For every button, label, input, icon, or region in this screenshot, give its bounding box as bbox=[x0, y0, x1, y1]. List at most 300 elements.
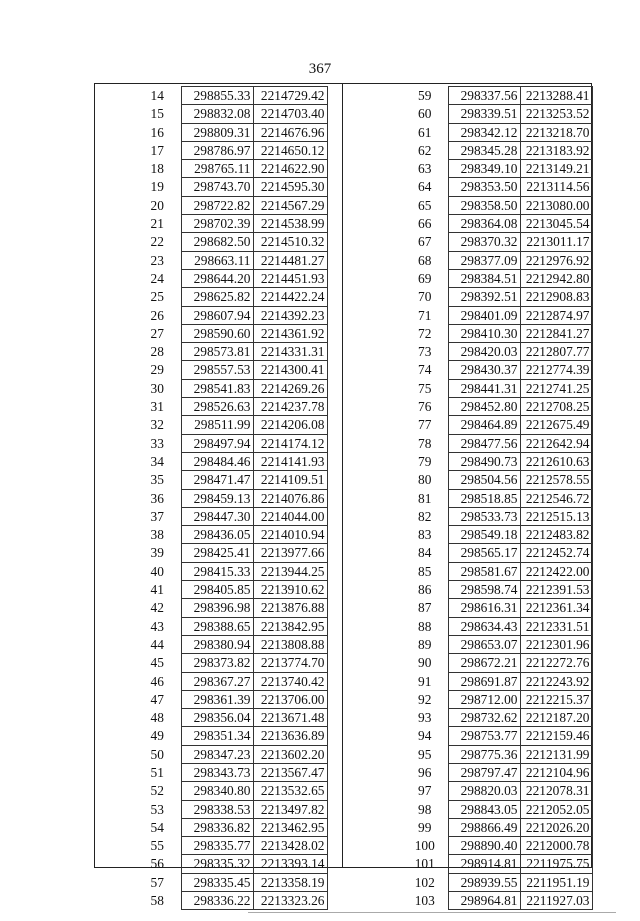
point-number: 85 bbox=[418, 563, 432, 579]
x-coordinate: 298338.53 bbox=[181, 800, 253, 818]
x-coordinate: 298786.97 bbox=[181, 141, 253, 159]
point-number: 40 bbox=[150, 563, 164, 579]
point-number: 33 bbox=[150, 435, 164, 451]
table-row bbox=[134, 782, 327, 800]
y-coordinate: 2212131.99 bbox=[520, 745, 592, 763]
y-coordinate: 2213011.17 bbox=[520, 233, 592, 251]
y-coordinate: 2212422.00 bbox=[520, 562, 592, 580]
table-row bbox=[134, 196, 327, 214]
point-number: 60 bbox=[418, 106, 432, 122]
y-coordinate: 2213045.54 bbox=[520, 215, 592, 233]
y-coordinate: 2214392.23 bbox=[253, 306, 327, 324]
point-number: 14 bbox=[150, 88, 164, 103]
y-coordinate: 2214451.93 bbox=[253, 269, 327, 287]
point-number: 84 bbox=[418, 545, 432, 561]
point-number: 65 bbox=[418, 197, 432, 213]
point-number: 88 bbox=[418, 618, 432, 634]
point-number: 28 bbox=[150, 344, 164, 360]
point-number: 89 bbox=[418, 636, 432, 652]
x-coordinate: 298339.51 bbox=[448, 105, 520, 123]
x-coordinate: 298820.03 bbox=[448, 782, 520, 800]
table-row bbox=[134, 818, 327, 836]
y-coordinate: 2211975.75 bbox=[520, 855, 592, 873]
y-coordinate: 2213740.42 bbox=[253, 672, 327, 690]
table-row bbox=[402, 105, 592, 123]
y-coordinate: 2213636.89 bbox=[253, 727, 327, 745]
x-coordinate: 298464.89 bbox=[448, 416, 520, 434]
table-row bbox=[402, 233, 592, 251]
y-coordinate: 2212908.83 bbox=[520, 288, 592, 306]
y-coordinate: 2214622.90 bbox=[253, 160, 327, 178]
y-coordinate: 2212026.20 bbox=[520, 818, 592, 836]
point-number: 16 bbox=[150, 124, 164, 140]
y-coordinate: 2213428.02 bbox=[253, 837, 327, 855]
table-row bbox=[402, 178, 592, 196]
x-coordinate: 298722.82 bbox=[181, 196, 253, 214]
y-coordinate: 2213774.70 bbox=[253, 654, 327, 672]
point-number: 22 bbox=[150, 234, 164, 250]
point-number: 57 bbox=[150, 874, 164, 890]
x-coordinate: 298373.82 bbox=[181, 654, 253, 672]
y-coordinate: 2214044.00 bbox=[253, 507, 327, 525]
y-coordinate: 2213358.19 bbox=[253, 873, 327, 891]
point-number: 92 bbox=[418, 691, 432, 707]
y-coordinate: 2212052.05 bbox=[520, 800, 592, 818]
x-coordinate: 298843.05 bbox=[448, 800, 520, 818]
y-coordinate: 2213876.88 bbox=[253, 599, 327, 617]
bottom-rule bbox=[248, 912, 616, 913]
table-row bbox=[134, 581, 327, 599]
y-coordinate: 2213253.52 bbox=[520, 105, 592, 123]
point-number: 54 bbox=[150, 819, 164, 835]
table-row bbox=[134, 489, 327, 507]
table-row bbox=[134, 361, 327, 379]
x-coordinate: 298384.51 bbox=[448, 269, 520, 287]
table-row bbox=[134, 635, 327, 653]
y-coordinate: 2212515.13 bbox=[520, 507, 592, 525]
x-coordinate: 298765.11 bbox=[181, 160, 253, 178]
x-coordinate: 298335.45 bbox=[181, 873, 253, 891]
table-row bbox=[402, 837, 592, 855]
x-coordinate: 298459.13 bbox=[181, 489, 253, 507]
y-coordinate: 2212215.37 bbox=[520, 690, 592, 708]
y-coordinate: 2213671.48 bbox=[253, 709, 327, 727]
y-coordinate: 2213288.41 bbox=[520, 87, 592, 105]
table-row bbox=[402, 196, 592, 214]
table-row bbox=[134, 87, 327, 105]
point-number: 18 bbox=[150, 161, 164, 177]
x-coordinate: 298351.34 bbox=[181, 727, 253, 745]
point-number: 87 bbox=[418, 600, 432, 616]
table-row bbox=[134, 599, 327, 617]
x-coordinate: 298866.49 bbox=[448, 818, 520, 836]
table-row bbox=[402, 892, 592, 910]
point-number: 49 bbox=[150, 728, 164, 744]
y-coordinate: 2212483.82 bbox=[520, 526, 592, 544]
coordinate-table-left bbox=[134, 86, 328, 910]
y-coordinate: 2213532.65 bbox=[253, 782, 327, 800]
y-coordinate: 2214206.08 bbox=[253, 416, 327, 434]
x-coordinate: 298541.83 bbox=[181, 379, 253, 397]
point-number: 99 bbox=[418, 819, 432, 835]
point-number: 103 bbox=[414, 893, 435, 909]
point-number: 42 bbox=[150, 600, 164, 616]
y-coordinate: 2213462.95 bbox=[253, 818, 327, 836]
point-number: 95 bbox=[418, 746, 432, 762]
point-number: 77 bbox=[418, 417, 432, 433]
y-coordinate: 2214174.12 bbox=[253, 434, 327, 452]
x-coordinate: 298581.67 bbox=[448, 562, 520, 580]
point-number: 31 bbox=[150, 399, 164, 415]
y-coordinate: 2212361.34 bbox=[520, 599, 592, 617]
table-row bbox=[402, 709, 592, 727]
table-row bbox=[402, 416, 592, 434]
point-number: 39 bbox=[150, 545, 164, 561]
x-coordinate: 298420.03 bbox=[448, 343, 520, 361]
y-coordinate: 2212841.27 bbox=[520, 324, 592, 342]
point-number: 21 bbox=[150, 216, 164, 232]
point-number: 24 bbox=[150, 270, 164, 286]
y-coordinate: 2214331.31 bbox=[253, 343, 327, 361]
table-row bbox=[402, 782, 592, 800]
x-coordinate: 298430.37 bbox=[448, 361, 520, 379]
table-row bbox=[402, 379, 592, 397]
table-row bbox=[134, 855, 327, 873]
y-coordinate: 2214269.26 bbox=[253, 379, 327, 397]
point-number: 55 bbox=[150, 838, 164, 854]
y-coordinate: 2214076.86 bbox=[253, 489, 327, 507]
x-coordinate: 298549.18 bbox=[448, 526, 520, 544]
x-coordinate: 298361.39 bbox=[181, 690, 253, 708]
point-number: 51 bbox=[150, 764, 164, 780]
point-number: 32 bbox=[150, 417, 164, 433]
x-coordinate: 298732.62 bbox=[448, 709, 520, 727]
point-number: 101 bbox=[414, 856, 435, 872]
point-number: 96 bbox=[418, 764, 432, 780]
y-coordinate: 2213497.82 bbox=[253, 800, 327, 818]
y-coordinate: 2213218.70 bbox=[520, 123, 592, 141]
table-row bbox=[402, 141, 592, 159]
x-coordinate: 298590.60 bbox=[181, 324, 253, 342]
table-row bbox=[134, 434, 327, 452]
x-coordinate: 298832.08 bbox=[181, 105, 253, 123]
table-row bbox=[402, 763, 592, 781]
y-coordinate: 2213808.88 bbox=[253, 635, 327, 653]
x-coordinate: 298452.80 bbox=[448, 398, 520, 416]
table-row bbox=[134, 398, 327, 416]
x-coordinate: 298388.65 bbox=[181, 617, 253, 635]
x-coordinate: 298336.22 bbox=[181, 892, 253, 910]
point-number: 78 bbox=[418, 435, 432, 451]
point-number: 98 bbox=[418, 801, 432, 817]
table-row bbox=[402, 343, 592, 361]
x-coordinate: 298353.50 bbox=[448, 178, 520, 196]
y-coordinate: 2212000.78 bbox=[520, 837, 592, 855]
x-coordinate: 298490.73 bbox=[448, 452, 520, 470]
point-number: 102 bbox=[414, 874, 435, 890]
point-number: 56 bbox=[150, 856, 164, 872]
x-coordinate: 298809.31 bbox=[181, 123, 253, 141]
point-number: 19 bbox=[150, 179, 164, 195]
point-number: 79 bbox=[418, 453, 432, 469]
table-row bbox=[134, 892, 327, 910]
table-row bbox=[402, 288, 592, 306]
x-coordinate: 298712.00 bbox=[448, 690, 520, 708]
x-coordinate: 298358.50 bbox=[448, 196, 520, 214]
x-coordinate: 298405.85 bbox=[181, 581, 253, 599]
y-coordinate: 2212104.96 bbox=[520, 763, 592, 781]
table-row bbox=[134, 343, 327, 361]
x-coordinate: 298625.82 bbox=[181, 288, 253, 306]
x-coordinate: 298343.73 bbox=[181, 763, 253, 781]
x-coordinate: 298401.09 bbox=[448, 306, 520, 324]
point-number: 34 bbox=[150, 453, 164, 469]
point-number: 66 bbox=[418, 216, 432, 232]
point-number: 61 bbox=[418, 124, 432, 140]
point-number: 48 bbox=[150, 710, 164, 726]
x-coordinate: 298691.87 bbox=[448, 672, 520, 690]
point-number: 44 bbox=[150, 636, 164, 652]
x-coordinate: 298504.56 bbox=[448, 471, 520, 489]
table-row bbox=[402, 818, 592, 836]
table-row bbox=[402, 324, 592, 342]
table-row bbox=[134, 471, 327, 489]
point-number: 71 bbox=[418, 307, 432, 323]
x-coordinate: 298753.77 bbox=[448, 727, 520, 745]
x-coordinate: 298484.46 bbox=[181, 452, 253, 470]
table-row bbox=[134, 416, 327, 434]
table-row bbox=[402, 87, 592, 105]
x-coordinate: 298743.70 bbox=[181, 178, 253, 196]
x-coordinate: 298347.23 bbox=[181, 745, 253, 763]
y-coordinate: 2212774.39 bbox=[520, 361, 592, 379]
table-row bbox=[402, 471, 592, 489]
y-coordinate: 2213393.14 bbox=[253, 855, 327, 873]
table-row bbox=[134, 745, 327, 763]
table-row bbox=[402, 745, 592, 763]
point-number: 68 bbox=[418, 252, 432, 268]
x-coordinate: 298663.11 bbox=[181, 251, 253, 269]
y-coordinate: 2212642.94 bbox=[520, 434, 592, 452]
point-number: 74 bbox=[418, 362, 432, 378]
table-row bbox=[402, 361, 592, 379]
y-coordinate: 2212741.25 bbox=[520, 379, 592, 397]
x-coordinate: 298436.05 bbox=[181, 526, 253, 544]
table-row bbox=[402, 635, 592, 653]
y-coordinate: 2214361.92 bbox=[253, 324, 327, 342]
table-row bbox=[134, 215, 327, 233]
table-row bbox=[134, 233, 327, 251]
table-row bbox=[402, 489, 592, 507]
y-coordinate: 2212675.49 bbox=[520, 416, 592, 434]
point-number: 27 bbox=[150, 325, 164, 341]
y-coordinate: 2213114.56 bbox=[520, 178, 592, 196]
table-row bbox=[134, 105, 327, 123]
table-row bbox=[402, 544, 592, 562]
y-coordinate: 2213149.21 bbox=[520, 160, 592, 178]
x-coordinate: 298345.28 bbox=[448, 141, 520, 159]
x-coordinate: 298410.30 bbox=[448, 324, 520, 342]
point-number: 62 bbox=[418, 142, 432, 158]
x-coordinate: 298335.77 bbox=[181, 837, 253, 855]
y-coordinate: 2213977.66 bbox=[253, 544, 327, 562]
y-coordinate: 2213080.00 bbox=[520, 196, 592, 214]
y-coordinate: 2213944.25 bbox=[253, 562, 327, 580]
point-number: 93 bbox=[418, 710, 432, 726]
y-coordinate: 2212391.53 bbox=[520, 581, 592, 599]
y-coordinate: 2214676.96 bbox=[253, 123, 327, 141]
column-separator bbox=[342, 83, 343, 868]
x-coordinate: 298511.99 bbox=[181, 416, 253, 434]
table-row bbox=[134, 873, 327, 891]
y-coordinate: 2212807.77 bbox=[520, 343, 592, 361]
x-coordinate: 298447.30 bbox=[181, 507, 253, 525]
point-number: 15 bbox=[150, 106, 164, 122]
y-coordinate: 2213706.00 bbox=[253, 690, 327, 708]
table-row bbox=[402, 690, 592, 708]
point-number: 100 bbox=[414, 838, 435, 854]
table-row bbox=[134, 141, 327, 159]
x-coordinate: 298914.81 bbox=[448, 855, 520, 873]
table-row bbox=[134, 690, 327, 708]
x-coordinate: 298471.47 bbox=[181, 471, 253, 489]
x-coordinate: 298682.50 bbox=[181, 233, 253, 251]
x-coordinate: 298616.31 bbox=[448, 599, 520, 617]
table-row bbox=[402, 269, 592, 287]
table-row bbox=[402, 251, 592, 269]
y-coordinate: 2212331.51 bbox=[520, 617, 592, 635]
page-number: 367 bbox=[308, 61, 332, 77]
table-row bbox=[134, 562, 327, 580]
x-coordinate: 298797.47 bbox=[448, 763, 520, 781]
table-row bbox=[402, 599, 592, 617]
y-coordinate: 2214422.24 bbox=[253, 288, 327, 306]
point-number: 58 bbox=[150, 893, 164, 909]
y-coordinate: 2214300.41 bbox=[253, 361, 327, 379]
y-coordinate: 2212452.74 bbox=[520, 544, 592, 562]
x-coordinate: 298557.53 bbox=[181, 361, 253, 379]
point-number: 47 bbox=[150, 691, 164, 707]
x-coordinate: 298672.21 bbox=[448, 654, 520, 672]
table-row bbox=[134, 672, 327, 690]
table-row bbox=[134, 379, 327, 397]
x-coordinate: 298380.94 bbox=[181, 635, 253, 653]
table-row bbox=[134, 709, 327, 727]
x-coordinate: 298607.94 bbox=[181, 306, 253, 324]
y-coordinate: 2214141.93 bbox=[253, 452, 327, 470]
point-number: 25 bbox=[150, 289, 164, 305]
y-coordinate: 2214481.27 bbox=[253, 251, 327, 269]
point-number: 94 bbox=[418, 728, 432, 744]
table-row bbox=[134, 306, 327, 324]
table-row bbox=[134, 837, 327, 855]
point-number: 82 bbox=[418, 508, 432, 524]
x-coordinate: 298634.43 bbox=[448, 617, 520, 635]
x-coordinate: 298377.09 bbox=[448, 251, 520, 269]
point-number: 70 bbox=[418, 289, 432, 305]
y-coordinate: 2213842.95 bbox=[253, 617, 327, 635]
table-row bbox=[402, 160, 592, 178]
point-number: 30 bbox=[150, 380, 164, 396]
table-row bbox=[134, 324, 327, 342]
table-row bbox=[402, 507, 592, 525]
y-coordinate: 2214703.40 bbox=[253, 105, 327, 123]
table-row bbox=[402, 873, 592, 891]
table-row bbox=[134, 526, 327, 544]
point-number: 91 bbox=[418, 673, 432, 689]
point-number: 35 bbox=[150, 472, 164, 488]
table-row bbox=[402, 562, 592, 580]
table-row bbox=[402, 123, 592, 141]
table-row bbox=[402, 398, 592, 416]
x-coordinate: 298364.08 bbox=[448, 215, 520, 233]
y-coordinate: 2212976.92 bbox=[520, 251, 592, 269]
point-number: 73 bbox=[418, 344, 432, 360]
table-row bbox=[134, 123, 327, 141]
point-number: 20 bbox=[150, 197, 164, 213]
point-number: 50 bbox=[150, 746, 164, 762]
y-coordinate: 2212243.92 bbox=[520, 672, 592, 690]
y-coordinate: 2212159.46 bbox=[520, 727, 592, 745]
table-row bbox=[402, 617, 592, 635]
point-number: 75 bbox=[418, 380, 432, 396]
y-coordinate: 2214567.29 bbox=[253, 196, 327, 214]
table-row bbox=[134, 544, 327, 562]
y-coordinate: 2214650.12 bbox=[253, 141, 327, 159]
point-number: 37 bbox=[150, 508, 164, 524]
y-coordinate: 2213323.26 bbox=[253, 892, 327, 910]
x-coordinate: 298367.27 bbox=[181, 672, 253, 690]
point-number: 76 bbox=[418, 399, 432, 415]
point-number: 81 bbox=[418, 490, 432, 506]
y-coordinate: 2212578.55 bbox=[520, 471, 592, 489]
point-number: 52 bbox=[150, 783, 164, 799]
point-number: 64 bbox=[418, 179, 432, 195]
table-row bbox=[134, 800, 327, 818]
y-coordinate: 2214729.42 bbox=[253, 87, 327, 105]
table-row bbox=[134, 269, 327, 287]
coordinate-table-right bbox=[402, 86, 593, 910]
x-coordinate: 298653.07 bbox=[448, 635, 520, 653]
y-coordinate: 2214595.30 bbox=[253, 178, 327, 196]
point-number: 17 bbox=[150, 142, 164, 158]
y-coordinate: 2211927.03 bbox=[520, 892, 592, 910]
table-row bbox=[134, 617, 327, 635]
x-coordinate: 298702.39 bbox=[181, 215, 253, 233]
y-coordinate: 2212546.72 bbox=[520, 489, 592, 507]
point-number: 80 bbox=[418, 472, 432, 488]
x-coordinate: 298441.31 bbox=[448, 379, 520, 397]
y-coordinate: 2214237.78 bbox=[253, 398, 327, 416]
table-row bbox=[402, 215, 592, 233]
point-number: 26 bbox=[150, 307, 164, 323]
x-coordinate: 298573.81 bbox=[181, 343, 253, 361]
table-row bbox=[402, 727, 592, 745]
y-coordinate: 2213602.20 bbox=[253, 745, 327, 763]
y-coordinate: 2214010.94 bbox=[253, 526, 327, 544]
x-coordinate: 298644.20 bbox=[181, 269, 253, 287]
table-row bbox=[134, 763, 327, 781]
table-row bbox=[402, 855, 592, 873]
point-number: 59 bbox=[418, 88, 432, 103]
point-number: 45 bbox=[150, 655, 164, 671]
y-coordinate: 2213910.62 bbox=[253, 581, 327, 599]
x-coordinate: 298518.85 bbox=[448, 489, 520, 507]
x-coordinate: 298533.73 bbox=[448, 507, 520, 525]
x-coordinate: 298890.40 bbox=[448, 837, 520, 855]
y-coordinate: 2212610.63 bbox=[520, 452, 592, 470]
y-coordinate: 2212078.31 bbox=[520, 782, 592, 800]
